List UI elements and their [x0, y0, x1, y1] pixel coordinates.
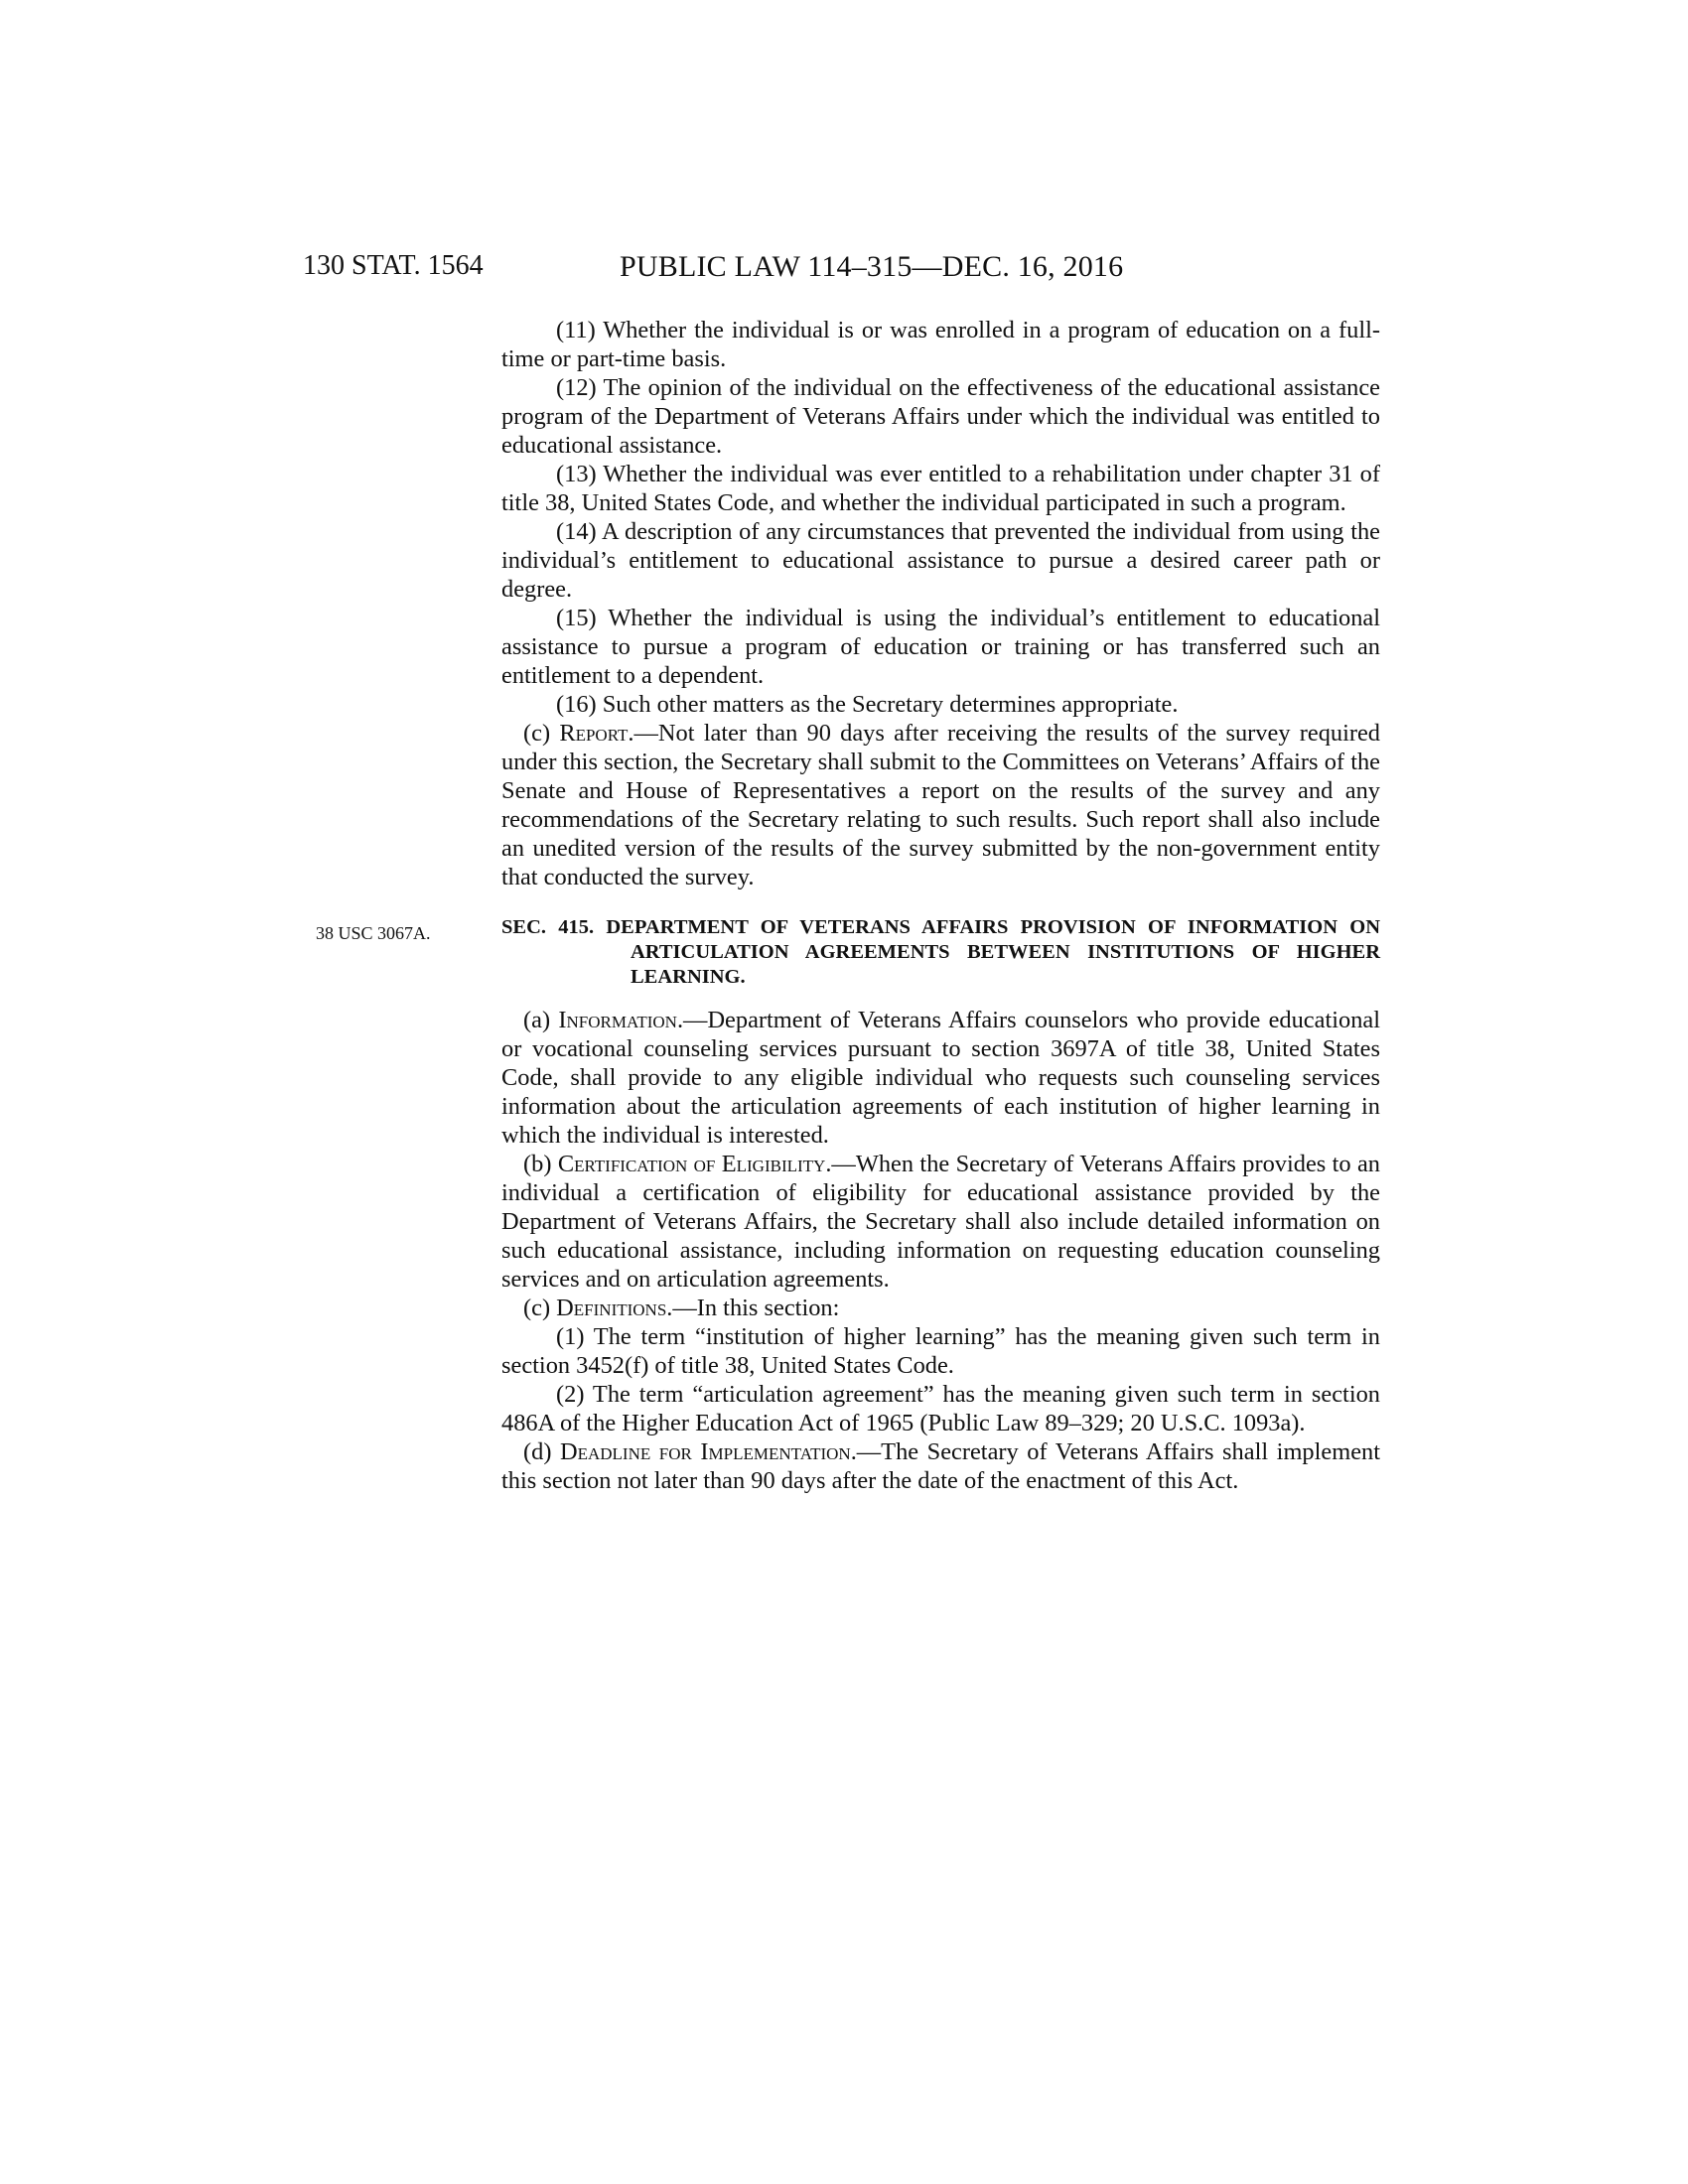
definition-item-2: (2) The term “articulation agreement” has the meaning given such term in section 486A of the Higher Education Act of 1965 (Public Law 89–329; 20 U.S.C. 1093a). — [501, 1381, 1380, 1436]
paragraph-item-13: (13) Whether the individual was ever entitled to a rehabilitation under chapter 31 of title 38, United States Code, and whether the individual participated in such a program. — [501, 461, 1380, 516]
subsection-label: (b) — [523, 1151, 558, 1177]
subsection-label: (c) — [523, 720, 560, 747]
definition-item-1: (1) The term “institution of higher learning” has the meaning given such term in section 3452(f) of title 38, United States Code. — [501, 1323, 1380, 1379]
body-text — [316, 316, 1381, 1495]
subsection-a-information — [501, 1006, 1380, 1150]
running-title: PUBLIC LAW 114–315—DEC. 16, 2016 — [620, 250, 1124, 283]
subsection-c-report — [501, 719, 1380, 891]
subsection-label: (c) — [523, 1295, 557, 1321]
section-415 — [316, 915, 1380, 990]
subsection-text: .—In this section: — [666, 1295, 840, 1321]
paragraph-item-16: (16) Such other matters as the Secretary determines appropriate. — [556, 691, 1179, 718]
paragraph-item-14: (14) A description of any circumstances that prevented the individual from using the individual’s entitlement to educational assistance to pursue a desired career path or degree. — [501, 518, 1380, 603]
subsection-text: .—The Secretary of Veterans Affairs shall implement this section not later than 90 days after the date of the enactment of this Act. — [501, 1438, 1380, 1494]
subsection-c-definitions — [501, 1294, 1380, 1322]
paragraph-item-12: (12) The opinion of the individual on the effectiveness of the educational assistance program of the Department of Veterans Affairs under which the individual was entitled to educational assistance. — [501, 374, 1380, 459]
subsection-label: (a) — [523, 1007, 559, 1033]
subsection-text: .—Not later than 90 days after receiving the results of the survey required under this section, the Secretary shall submit to the Committees on Veterans’ Affairs of the Senate and House of Representatives a report on the results of the survey and any recommendations of the Secretary relating to such results. Such report shall also include an unedited version of the results of the survey submitted by the non-government entity that conducted the survey. — [501, 720, 1381, 890]
subsection-heading: Deadline for Implementation — [560, 1438, 851, 1465]
subsection-text: .—When the Secretary of Veterans Affairs provides to an individual a certification of eligibility for educational assistance provided by the Department of Veterans Affairs, the Secretary shall also include detailed information on such educational assistance, including information on requesting education counseling services and on articulation agreements. — [501, 1151, 1380, 1293]
paragraph-item-15: (15) Whether the individual is using the individual’s entitlement to educational assistance to pursue a program of education or training or has transferred such an entitlement to a dependent. — [501, 605, 1380, 689]
subsection-heading: Report — [559, 720, 629, 747]
subsection-heading: Information — [558, 1007, 677, 1033]
subsection-label: (d) — [523, 1438, 560, 1465]
stat-page-reference: 130 STAT. 1564 — [303, 250, 484, 281]
subsection-b-certification — [501, 1150, 1380, 1294]
paragraph-item-11: (11) Whether the individual is or was enrolled in a program of education on a full-time or part-time basis. — [501, 317, 1380, 372]
subsection-d-deadline — [501, 1437, 1380, 1495]
section-heading: SEC. 415. DEPARTMENT OF VETERANS AFFAIRS PROVISION OF INFORMATION ON ARTICULATION AGREEMENTS BETWEEN INSTITUTIONS OF HIGHER LEARNING. — [501, 916, 1380, 988]
subsection-text: .—Department of Veterans Affairs counselors who provide educational or vocational counseling services pursuant to section 3697A of title 38, United States Code, shall provide to any eligible individual who requests such counseling services information about the articulation agreements of each institution of higher learning in which the individual is interested. — [501, 1007, 1380, 1149]
margin-note: 38 USC 3067A. — [316, 923, 431, 943]
subsection-heading: Certification of Eligibility — [557, 1151, 826, 1177]
subsection-heading: Definitions — [556, 1295, 667, 1321]
